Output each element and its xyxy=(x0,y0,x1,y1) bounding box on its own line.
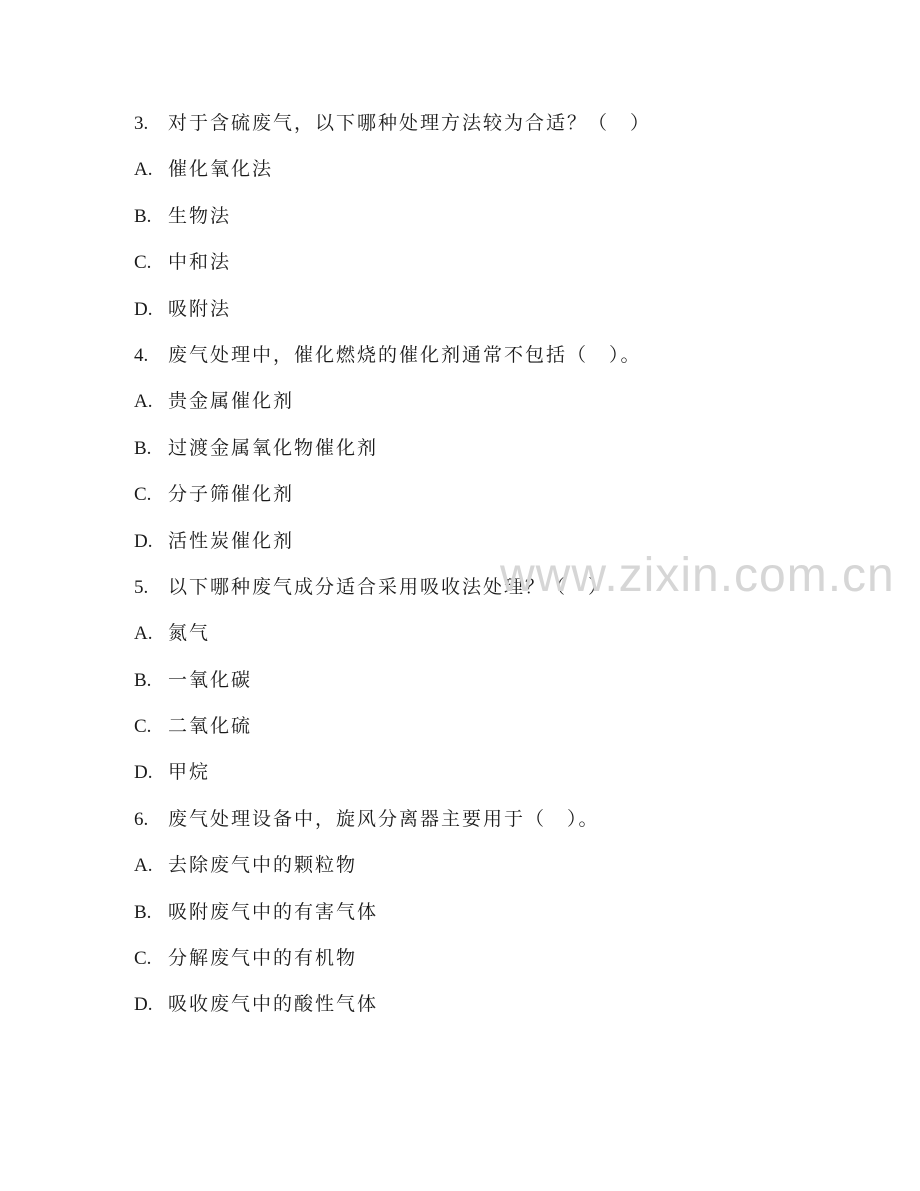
option-text: 吸附废气中的有害气体 xyxy=(168,900,379,923)
question-3 xyxy=(134,106,834,152)
option-letter: C. xyxy=(134,252,152,274)
option-6d xyxy=(134,987,834,1033)
option-text: 吸收废气中的酸性气体 xyxy=(168,993,379,1016)
option-text: 贵金属催化剂 xyxy=(168,390,295,413)
option-3b xyxy=(134,199,834,245)
question-number: 6. xyxy=(134,808,149,830)
option-text: 催化氧化法 xyxy=(168,158,274,181)
option-5c xyxy=(134,709,834,755)
watermark: www.zixin.com.cn xyxy=(500,549,895,602)
option-letter: A. xyxy=(134,391,153,413)
question-number: 4. xyxy=(134,344,149,366)
option-text: 氮气 xyxy=(168,622,211,645)
option-letter: A. xyxy=(134,855,153,877)
question-text: 以下哪种废气成分适合采用吸收法处理？（ ） xyxy=(168,575,610,598)
option-text: 过渡金属氧化物催化剂 xyxy=(168,436,379,459)
option-5b xyxy=(134,663,834,709)
option-3d xyxy=(134,292,834,338)
option-6a xyxy=(134,848,834,894)
option-text: 甲烷 xyxy=(168,761,211,784)
option-letter: B. xyxy=(134,205,152,227)
option-4b xyxy=(134,431,834,477)
question-text: 废气处理中，催化燃烧的催化剂通常不包括（ ）。 xyxy=(168,343,642,366)
option-text: 吸附法 xyxy=(168,297,232,320)
question-text: 对于含硫废气，以下哪种处理方法较为合适？（ ） xyxy=(168,112,652,134)
option-text: 分子筛催化剂 xyxy=(168,483,295,506)
question-text: 废气处理设备中，旋风分离器主要用于（ ）。 xyxy=(168,807,600,830)
option-text: 一氧化碳 xyxy=(168,668,253,691)
question-6 xyxy=(134,802,834,848)
option-letter: B. xyxy=(134,437,152,459)
option-4a xyxy=(134,384,834,430)
option-6b xyxy=(134,895,834,941)
option-letter: A. xyxy=(134,159,153,181)
option-letter: D. xyxy=(134,994,153,1016)
option-text: 二氧化硫 xyxy=(168,715,253,738)
option-text: 中和法 xyxy=(168,251,232,274)
option-letter: C. xyxy=(134,716,152,738)
option-text: 生物法 xyxy=(168,204,232,227)
option-letter: C. xyxy=(134,948,152,970)
option-letter: A. xyxy=(134,623,153,645)
option-6c xyxy=(134,941,834,987)
option-5a xyxy=(134,616,834,662)
option-4c xyxy=(134,477,834,523)
option-letter: C. xyxy=(134,484,152,506)
option-letter: D. xyxy=(134,762,153,784)
option-letter: B. xyxy=(134,669,152,691)
question-4 xyxy=(134,338,834,384)
option-text: 分解废气中的有机物 xyxy=(168,947,358,970)
option-letter: D. xyxy=(134,298,153,320)
option-letter: B. xyxy=(134,901,152,923)
question-number: 5. xyxy=(134,576,149,598)
option-5d xyxy=(134,755,834,801)
option-3a xyxy=(134,152,834,198)
option-letter: D. xyxy=(134,530,153,552)
question-number: 3. xyxy=(134,113,149,134)
option-text: 去除废气中的颗粒物 xyxy=(168,854,358,877)
option-text: 活性炭催化剂 xyxy=(168,529,295,552)
option-3c xyxy=(134,245,834,291)
